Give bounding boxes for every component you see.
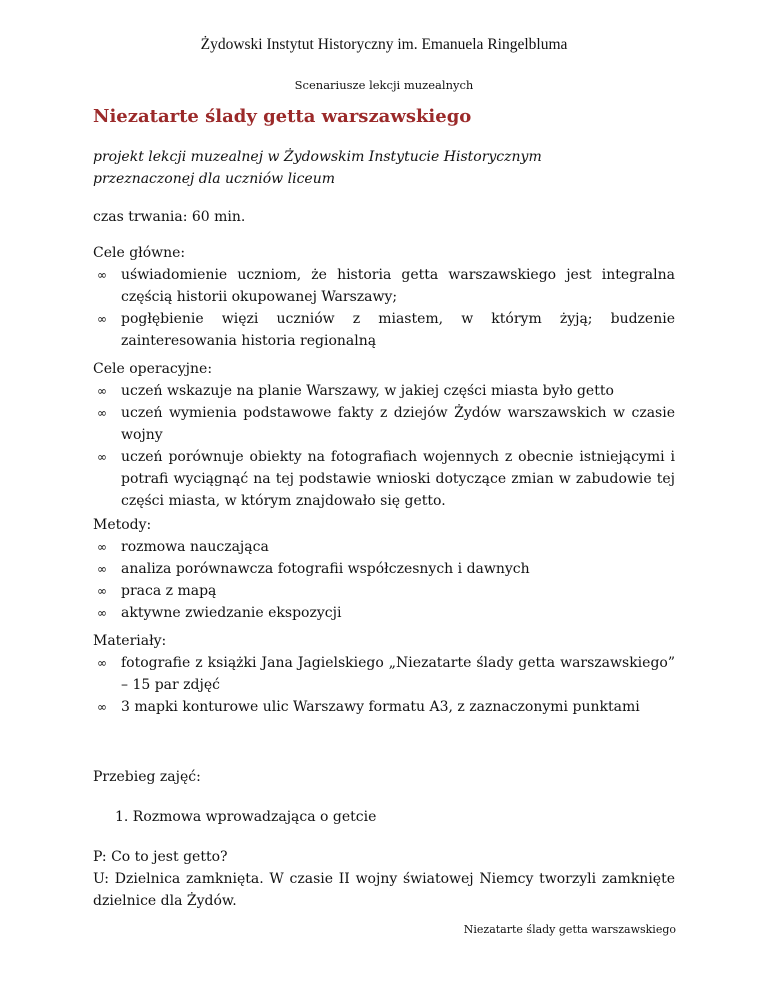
list-item: [93, 380, 675, 402]
list-item: [93, 402, 675, 446]
list-item-text: fotografie z książki Jana Jagielskiego „Niezatarte ślady getta warszawskiego” – 15 par zdjęć: [121, 655, 675, 693]
running-header-series: Scenariusze lekcji muzealnych: [294, 78, 474, 92]
infinity-bullet-icon: ∞: [97, 268, 107, 282]
list-item-text: pogłębienie więzi uczniów z miastem, w którym żyją; budzenie zainteresowania historia regionalną: [121, 311, 675, 349]
section-metody: [93, 514, 675, 624]
list-item-text: analiza porównawcza fotografii współczesnych i dawnych: [121, 561, 530, 577]
infinity-bullet-icon: ∞: [97, 584, 107, 598]
list-item: [93, 536, 675, 558]
list-item: [93, 696, 675, 718]
list-item-text: uczeń wskazuje na planie Warszawy, w jakiej części miasta było getto: [121, 383, 614, 399]
answer: U: Dzielnica zamknięta. W czasie II wojny światowej Niemcy tworzyli zamknięte dzielnice dla Żydów.: [93, 871, 675, 909]
list-item: [93, 446, 675, 512]
list-item: [93, 558, 675, 580]
section-cele-operacyjne: [93, 358, 675, 512]
infinity-bullet-icon: ∞: [97, 540, 107, 554]
subtitle-line-1: projekt lekcji muzealnej w Żydowskim Instytucie Historycznym: [93, 149, 542, 165]
list-item: [93, 264, 675, 308]
list-item: [93, 652, 675, 696]
list-item-text: uświadomienie uczniom, że historia getta warszawskiego jest integralna częścią historii okupowanej Warszawy;: [121, 267, 675, 305]
infinity-bullet-icon: ∞: [97, 450, 107, 464]
list-item-text: uczeń wymienia podstawowe fakty z dziejów Żydów warszawskich w czasie wojny: [121, 405, 675, 443]
infinity-bullet-icon: ∞: [97, 406, 107, 420]
list-item-text: uczeń porównuje obiekty na fotografiach wojennych z obecnie istniejącymi i potrafi wyciągnąć na tej podstawie wnioski dotyczące zmian w zabudowie tej części miasta, w którym znajdowało się getto.: [121, 449, 675, 509]
subtitle-line-2: przeznaczonej dla uczniów liceum: [93, 171, 335, 187]
list-item-text: praca z mapą: [121, 583, 217, 599]
step-1: 1. Rozmowa wprowadzająca o getcie: [115, 809, 377, 825]
infinity-bullet-icon: ∞: [97, 562, 107, 576]
question: P: Co to jest getto?: [93, 849, 228, 865]
section-materialy: [93, 630, 675, 718]
infinity-bullet-icon: ∞: [97, 700, 107, 714]
list-item: [93, 308, 675, 352]
infinity-bullet-icon: ∞: [97, 606, 107, 620]
section-cele-glowne: [93, 242, 675, 352]
list-item-text: aktywne zwiedzanie ekspozycji: [121, 605, 342, 621]
section-heading: Materiały:: [93, 633, 167, 649]
list-item-text: rozmowa nauczająca: [121, 539, 269, 555]
przebieg-heading: Przebieg zajęć:: [93, 769, 201, 785]
list-item: [93, 580, 675, 602]
infinity-bullet-icon: ∞: [97, 312, 107, 326]
infinity-bullet-icon: ∞: [97, 656, 107, 670]
infinity-bullet-icon: ∞: [97, 384, 107, 398]
document-title: Niezatarte ślady getta warszawskiego: [93, 106, 472, 127]
section-heading: Cele operacyjne:: [93, 361, 213, 377]
section-heading: Cele główne:: [93, 245, 186, 261]
list-item-text: 3 mapki konturowe ulic Warszawy formatu A3, z zaznaczonymi punktami: [121, 699, 640, 715]
list-item: [93, 602, 675, 624]
duration: czas trwania: 60 min.: [93, 209, 246, 225]
page-footer: Niezatarte ślady getta warszawskiego: [463, 923, 676, 936]
section-heading: Metody:: [93, 517, 152, 533]
running-header-institute: Żydowski Instytut Historyczny im. Emanuela Ringelbluma: [200, 36, 568, 53]
